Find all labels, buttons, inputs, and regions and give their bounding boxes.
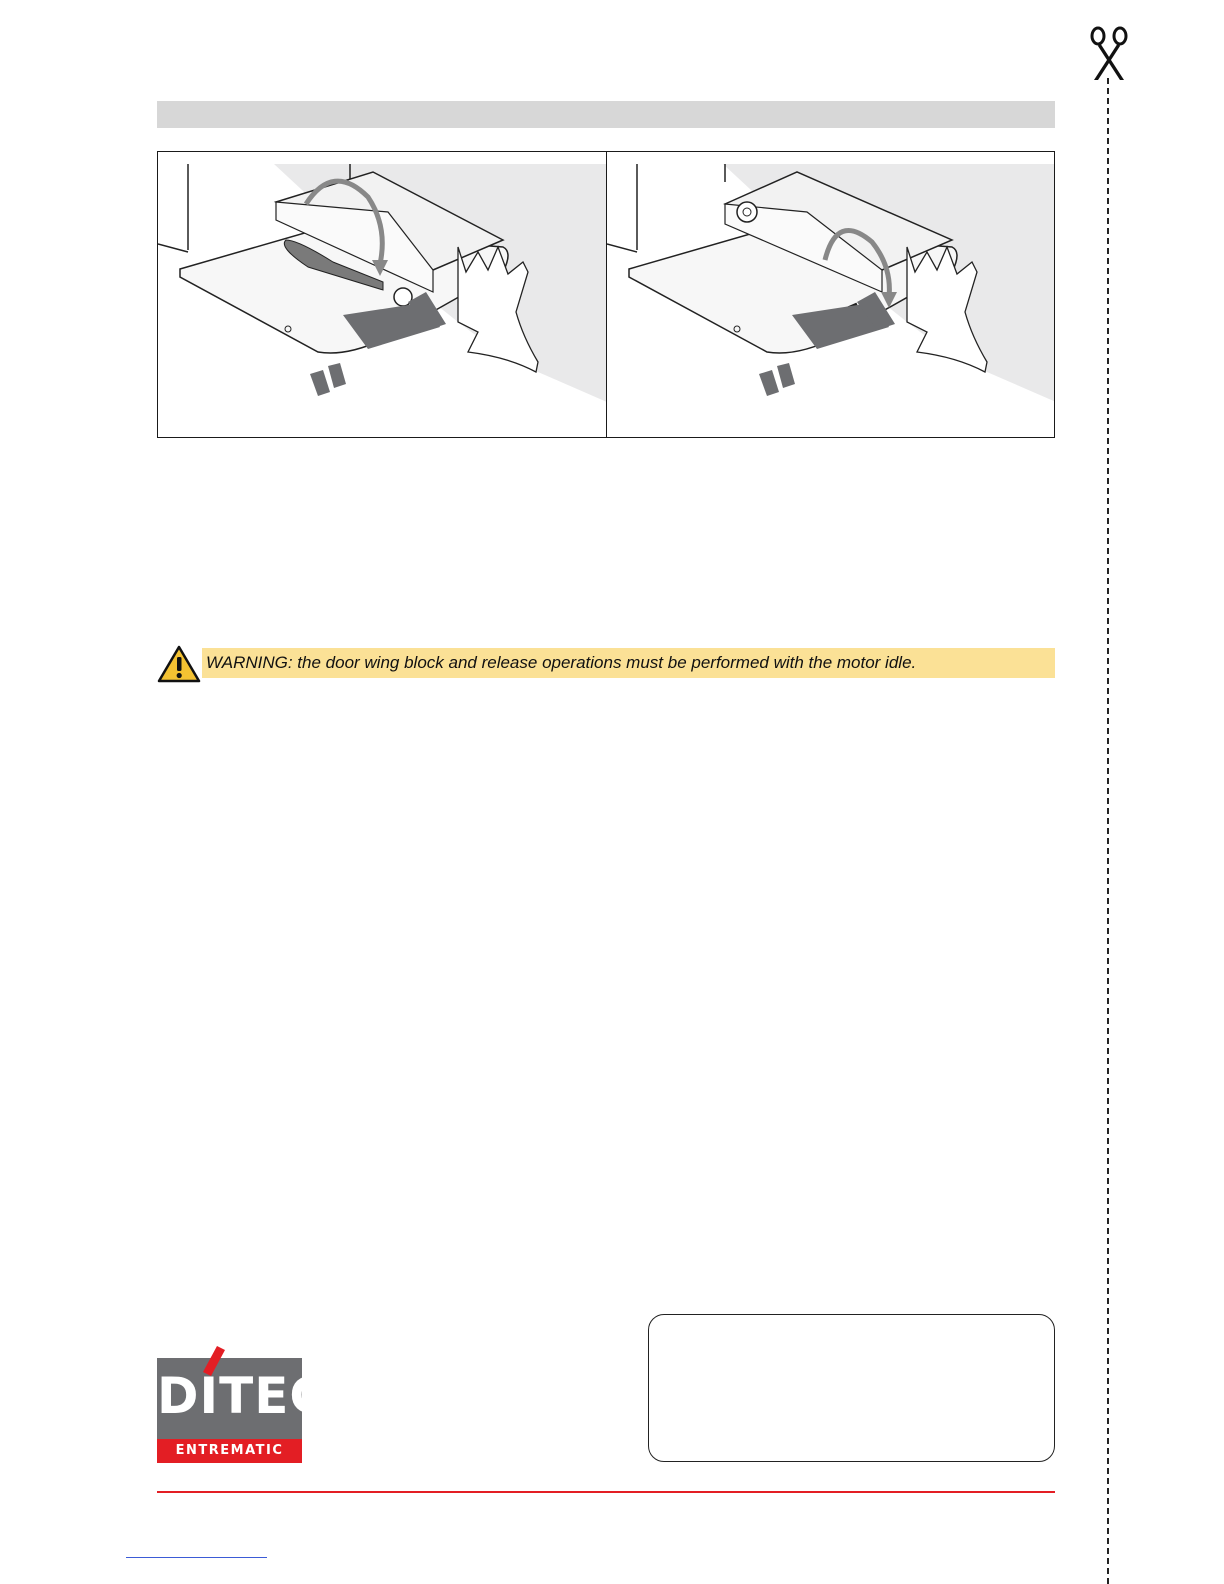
footer-red-rule (157, 1491, 1055, 1493)
logo-sub-text: ENTREMATIC (157, 1439, 302, 1463)
section-header-bar (157, 101, 1055, 128)
scissors-icon (1086, 24, 1132, 82)
warning-triangle-icon (157, 645, 201, 683)
logo-brand-text: DITEC (157, 1367, 328, 1425)
dealer-stamp-box (648, 1314, 1055, 1462)
warning-notice (157, 645, 1055, 681)
figure-row (157, 151, 1055, 438)
cut-line (1107, 78, 1109, 1584)
figure-panel-release-lever (158, 152, 606, 437)
ditec-entrematic-logo (157, 1342, 328, 1463)
figure-panel-key-release (606, 152, 1055, 437)
footer-link-underline (126, 1557, 267, 1558)
logo-red-slash-icon (157, 1342, 302, 1392)
warning-text: WARNING: the door wing block and release operations must be performed with the motor idle. (202, 648, 1055, 678)
